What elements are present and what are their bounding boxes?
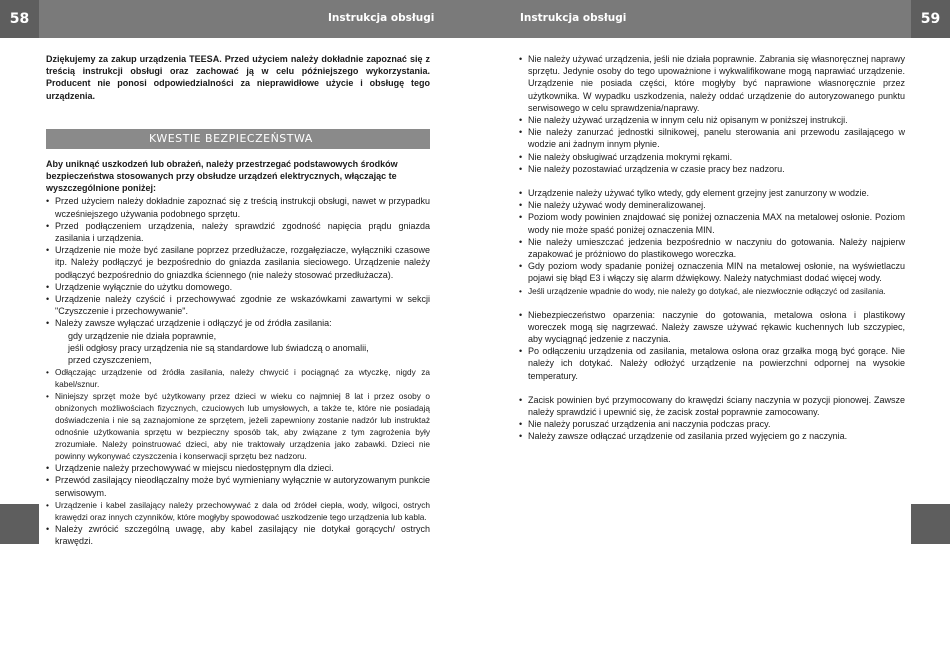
list-item: • Gdy poziom wody spadanie poniżej oznaczenia MIN na metalowej osłonie, na wyświetlaczu pojawi się błąd E3 i włączy się alarm dźwiękowy. Należy natychmiast dodać więcej wody. xyxy=(519,260,905,284)
warnings-group-2 xyxy=(519,187,905,297)
list-item: • Niniejszy sprzęt może być użytkowany przez dzieci w wieku co najmniej 8 lat i przez osoby o obniżonych możliwościach fizycznych, czuciowych lub umysłowych, a także te, które nie posiadają doświadczenia i nie są zaznajomione ze sprzętem, jeżeli zapewniony zostanie nadzór lub instruktaż odnośnie użytkowania sprzętu w bezpieczny sposób tak, aby związane z tym zagrożenia były zrozumiałe. Należy poinstruować dzieci, aby nie traktowały urządzenia jako zabawki. Dzieci nie powinny wykonywać czyszczenia i konserwacji sprzętu bez nadzoru. xyxy=(46,390,430,462)
list-item: • Urządzenie i kabel zasilający należy przechowywać z dala od źródeł ciepła, wody, wilgoci, ostrych krawędzi oraz innych czynników, które mogłyby spowodować uszkodzenie tego urządzenia lub kabla. xyxy=(46,499,430,523)
header-title-left: Instrukcja obsługi xyxy=(328,12,435,24)
list-item: • Urządzenie należy czyścić i przechowywać zgodnie ze wskazówkami zawartymi w sekcji "Czyszczenie i przechowywanie". xyxy=(46,293,430,317)
list-item: • Nie należy używać urządzenia w innym celu niż opisanym w poniższej instrukcji. xyxy=(519,114,905,126)
left-column xyxy=(46,53,430,547)
safety-list-continued xyxy=(46,366,430,547)
list-item: • Nie należy zanurzać jednostki silnikowej, panelu sterowania ani przewodu zasilającego w wodzie ani żadnym innym płynie. xyxy=(519,126,905,150)
safety-lead: Aby uniknąć uszkodzeń lub obrażeń, należy przestrzegać podstawowych środków bezpieczeństwa stosowanych przy obsłudze urządzeń elektrycznych, włączając te wyszczególnione poniżej: xyxy=(46,158,398,194)
safety-list xyxy=(46,195,430,329)
list-item: • Przed podłączeniem urządzenia, należy sprawdzić zgodność napięcia prądu gniazda zasilania i urządzenia. xyxy=(46,220,430,244)
list-item: • Nie należy obsługiwać urządzenia mokrymi rękami. xyxy=(519,151,905,163)
sub-item: gdy urządzenie nie działa poprawnie, xyxy=(68,330,217,341)
list-item: • Nie należy używać wody demineralizowanej. xyxy=(519,199,905,211)
warnings-group-1 xyxy=(519,53,905,175)
spacer xyxy=(519,382,905,394)
section-heading-text: KWESTIE BEZPIECZEŃSTWA xyxy=(149,131,313,145)
list-item: • Należy zawsze wyłączać urządzenie i odłączyć je od źródła zasilania: xyxy=(46,317,430,329)
warnings-group-3 xyxy=(519,309,905,382)
list-item: • Nie należy poruszać urządzenia ani naczynia podczas pracy. xyxy=(519,418,905,430)
right-column xyxy=(519,53,905,443)
side-tab-right xyxy=(911,504,950,544)
section-heading xyxy=(46,129,430,149)
list-item: • Zacisk powinien być przymocowany do krawędzi ściany naczynia w pozycji pionowej. Zawsze należy sprawdzić i upewnić się, że zacisk został poprawnie zamocowany. xyxy=(519,394,905,418)
list-item: • Nie należy umieszczać jedzenia bezpośrednio w naczyniu do gotowania. Należy najpierw zapakować je próżniowo do plastikowego woreczka. xyxy=(519,236,905,260)
spacer xyxy=(519,175,905,187)
list-item: • Niebezpieczeństwo oparzenia: naczynie do gotowania, metalowa osłona i plastikowy woreczek mogą się nagrzewać. Należy zawsze używać rękawic kuchennych lub szczypiec, aby wyciągnąć jedzenie z naczynia. xyxy=(519,309,905,346)
list-item: • Należy zwrócić szczególną uwagę, aby kabel zasilający nie dotykał gorących/ ostrych krawędzi. xyxy=(46,523,430,547)
list-item: • Przed użyciem należy dokładnie zapoznać się z treścią instrukcji obsługi, nawet w przypadku wcześniejszego używania podobnego sprzętu. xyxy=(46,195,430,219)
page-number-left: 58 xyxy=(0,0,39,38)
list-item: • Nie należy używać urządzenia, jeśli nie działa poprawnie. Zabrania się własnoręcznej naprawy sprzętu. Jedynie osoby do tego upoważnione i wykwalifikowane mogą naprawiać urządzenie. Urządzenie nie posiada części, które mogłyby być naprawione własnoręcznie przez użytkownika. W wypadku uszkodzenia, należy oddać urządzenie do autoryzowanego punktu serwisowego w celu sprawdzenia/naprawy. xyxy=(519,53,905,114)
header-bar xyxy=(0,0,950,38)
page-number-right: 59 xyxy=(911,0,950,38)
sub-item: jeśli odgłosy pracy urządzenia nie są standardowe lub świadczą o anomalii, xyxy=(68,342,369,353)
warnings-group-4 xyxy=(519,394,905,443)
intro-paragraph: Dziękujemy za zakup urządzenia TEESA. Przed użyciem należy dokładnie zapoznać się z treścią instrukcji obsługi oraz zachować ją w celu późniejszego wykorzystania. Producent nie ponosi odpowiedzialności za nieprawidłowe użycie i obsługę tego urządzenia. xyxy=(46,54,430,101)
list-item: • Po odłączeniu urządzenia od zasilania, metalowa osłona oraz grzałka mogą być gorące. Nie należy ich dotykać. Należy odłożyć urządzenie na powierzchni odpornej na wysokie temperatury. xyxy=(519,345,905,382)
list-item: • Nie należy pozostawiać urządzenia w czasie pracy bez nadzoru. xyxy=(519,163,905,175)
spacer xyxy=(519,297,905,309)
sub-item: przed czyszczeniem, xyxy=(68,355,152,366)
list-item: • Odłączając urządzenie od źródła zasilania, należy chwycić i pociągnąć za wtyczkę, nigdy za kabel/sznur. xyxy=(46,366,430,390)
list-item: • Urządzenie należy używać tylko wtedy, gdy element grzejny jest zanurzony w wodzie. xyxy=(519,187,905,199)
list-item: • Urządzenie nie może być zasilane poprzez przedłużacze, rozgałęziacze, wyłączniki czasowe itp. Należy podłączyć je bezpośrednio do gniazda zasilania sieciowego. Urządzenie należy podłączyć bezpośrednio do gniazdka ściennego (nie należy stosować przedłużacza). xyxy=(46,244,430,281)
list-item: • Jeśli urządzenie wpadnie do wody, nie należy go dotykać, ale niezwłocznie odłączyć od zasilania. xyxy=(519,285,905,297)
list-item: • Poziom wody powinien znajdować się poniżej oznaczenia MAX na metalowej osłonie. Poziom wody nie może spaść poniżej oznaczenia MIN. xyxy=(519,211,905,235)
list-item: • Urządzenie wyłącznie do użytku domowego. xyxy=(46,281,430,293)
list-item: • Przewód zasilający nieodłączalny może być wymieniany wyłącznie w autoryzowanym punkcie serwisowym. xyxy=(46,474,430,498)
header-title-right: Instrukcja obsługi xyxy=(520,12,627,24)
list-item: • Należy zawsze odłączać urządzenie od zasilania przed wyjęciem go z naczynia. xyxy=(519,430,905,442)
list-item: • Urządzenie należy przechowywać w miejscu niedostępnym dla dzieci. xyxy=(46,462,430,474)
side-tab-left xyxy=(0,504,39,544)
